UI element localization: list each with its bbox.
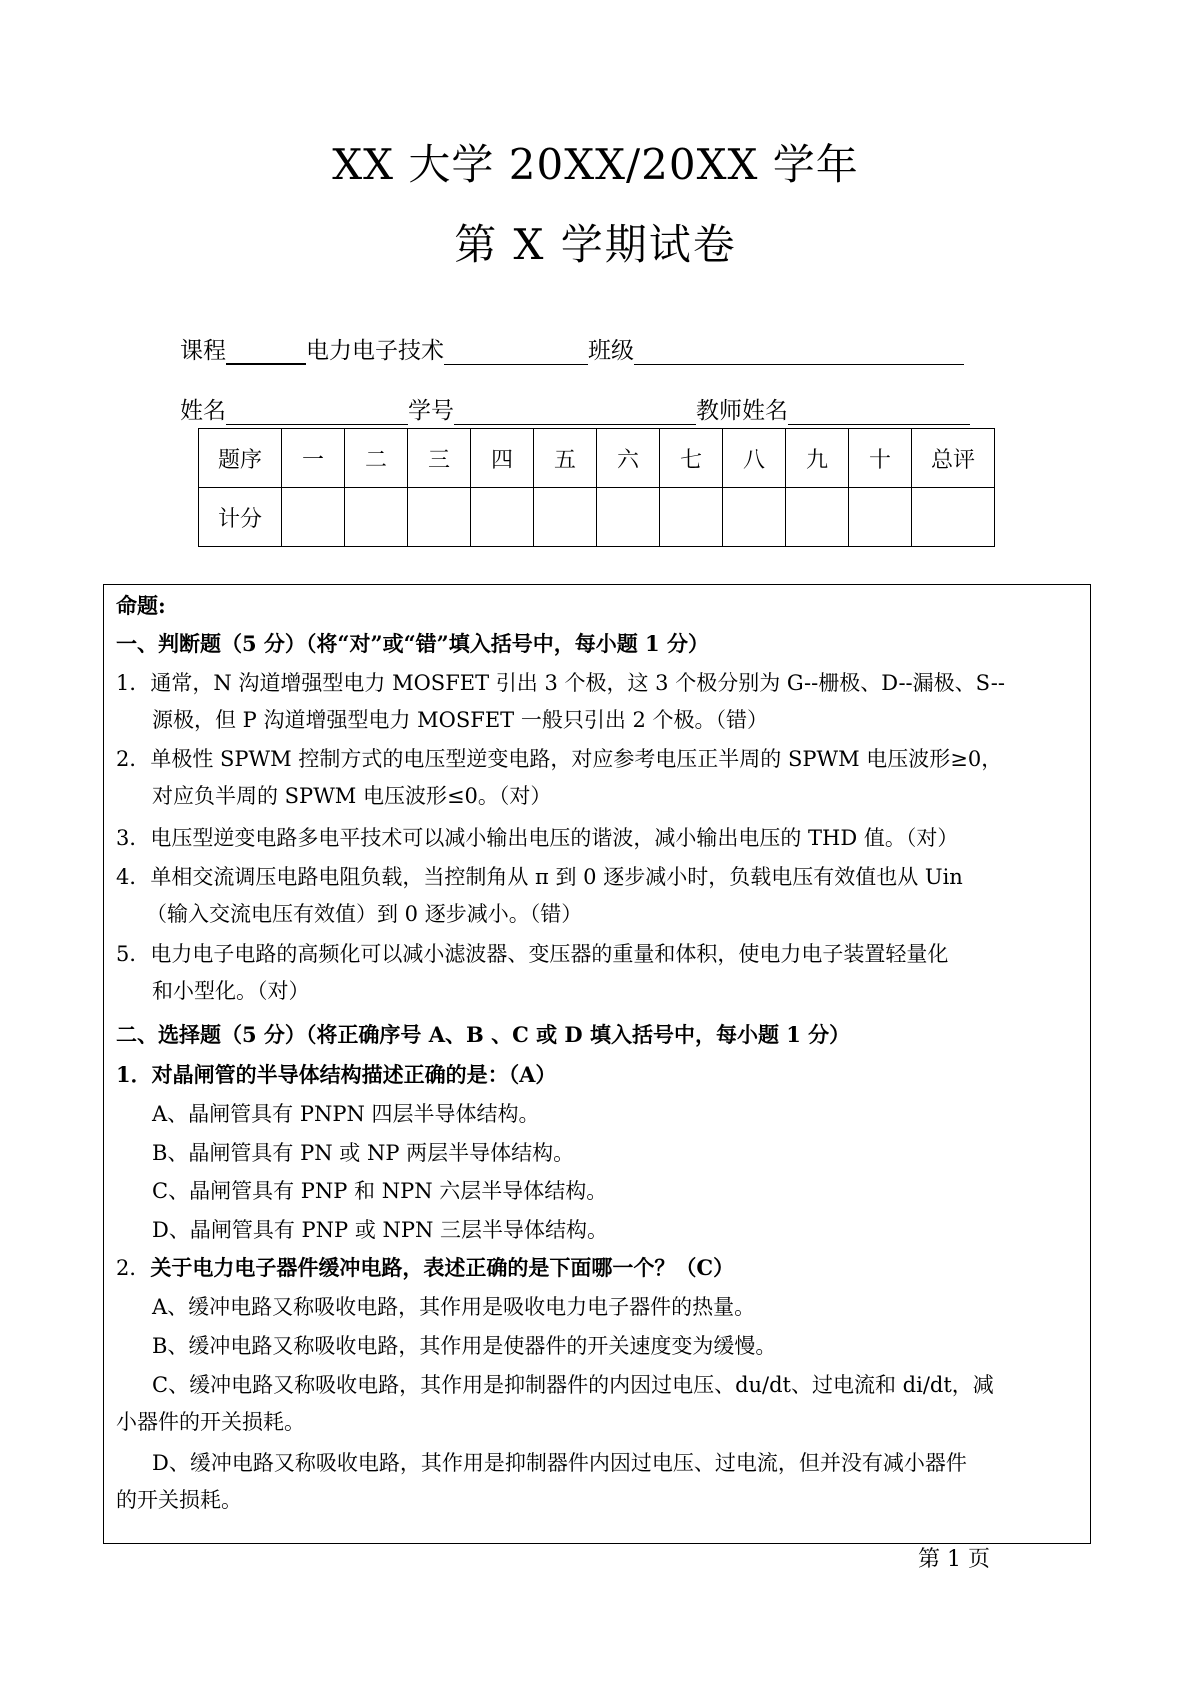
s2-q2-option-d-line2: 的开关损耗。: [116, 1488, 242, 1512]
score-cell[interactable]: [660, 488, 723, 547]
s2-q1-option-b: B、晶闸管具有 PN 或 NP 两层半导体结构。: [152, 1141, 575, 1165]
s1-q2-line1: 2．单极性 SPWM 控制方式的电压型逆变电路，对应参考电压正半周的 SPWM 电压波形≥0，: [116, 747, 1003, 771]
exam-title-line2: 第 X 学期试卷: [454, 220, 737, 269]
score-cell[interactable]: [597, 488, 660, 547]
cell-q1: 一: [282, 429, 345, 488]
teacher-field[interactable]: [788, 398, 970, 425]
teacher-label: 教师姓名: [696, 398, 788, 424]
cell-q9: 九: [786, 429, 849, 488]
class-label: 班级: [588, 338, 634, 364]
s2-q2-text: 关于电力电子器件缓冲电路，表述正确的是下面哪一个？（C）: [150, 1255, 735, 1280]
s2-q2: [116, 1255, 734, 1281]
score-cell[interactable]: [282, 488, 345, 547]
section1-title: 一、判断题（5 分）（将“对”或“错”填入括号中，每小题 1 分）: [116, 631, 709, 656]
course-underline-tail: [444, 338, 588, 365]
cell-q8: 八: [723, 429, 786, 488]
s1-q4-line2: （输入交流电压有效值）到 0 逐步减小。（错）: [146, 902, 583, 926]
score-cell[interactable]: [723, 488, 786, 547]
cell-q6: 六: [597, 429, 660, 488]
s1-q3: 3．电压型逆变电路多电平技术可以减小输出电压的谐波，减小输出电压的 THD 值。（对）: [116, 826, 959, 850]
question-box: [103, 584, 1091, 1544]
s2-q2-number: 2．: [116, 1256, 151, 1280]
score-table: [198, 428, 995, 547]
score-cell[interactable]: [408, 488, 471, 547]
section2-title: 二、选择题（5 分）（将正确序号 A、B 、C 或 D 填入括号中，每小题 1 分）: [116, 1022, 851, 1047]
s2-q1-option-d: D、晶闸管具有 PNP 或 NPN 三层半导体结构。: [152, 1218, 609, 1242]
cell-q3: 三: [408, 429, 471, 488]
s2-q2-option-c-line1: C、缓冲电路又称吸收电路，其作用是抑制器件的内因过电压、du/dt、过电流和 di/dt，减: [152, 1373, 994, 1397]
s2-q1: 1．对晶闸管的半导体结构描述正确的是：（A）: [116, 1062, 557, 1087]
name-field[interactable]: [226, 398, 408, 425]
s2-q2-option-c-line2: 小器件的开关损耗。: [116, 1410, 305, 1434]
cell-q4: 四: [471, 429, 534, 488]
cell-q5: 五: [534, 429, 597, 488]
info-row-name: [180, 392, 970, 425]
s1-q1-line2: 源极，但 P 沟道增强型电力 MOSFET 一般只引出 2 个极。（错）: [152, 708, 769, 732]
s2-q2-option-a: A、缓冲电路又称吸收电路，其作用是吸收电力电子器件的热量。: [152, 1295, 756, 1319]
s1-q4-line1: 4．单相交流调压电路电阻负载，当控制角从 π 到 0 逐步减小时，负载电压有效值也从 Uin: [116, 865, 963, 889]
s2-q1-option-c: C、晶闸管具有 PNP 和 NPN 六层半导体结构。: [152, 1179, 608, 1203]
student-id-label: 学号: [408, 398, 454, 424]
exam-title-line1: XX 大学 20XX/20XX 学年: [332, 140, 859, 189]
cell-total: 总评: [912, 429, 995, 488]
s1-q1-line1: 1．通常，N 沟道增强型电力 MOSFET 引出 3 个极，这 3 个极分别为 G--栅极、D--漏极、S--: [116, 671, 1005, 695]
score-cell[interactable]: [534, 488, 597, 547]
score-cell[interactable]: [471, 488, 534, 547]
score-cell[interactable]: [786, 488, 849, 547]
s2-q2-option-b: B、缓冲电路又称吸收电路，其作用是使器件的开关速度变为缓慢。: [152, 1334, 777, 1358]
cell-q2: 二: [345, 429, 408, 488]
student-id-field[interactable]: [454, 398, 696, 425]
class-field[interactable]: [634, 338, 964, 365]
s2-q2-option-d-line1: D、缓冲电路又称吸收电路，其作用是抑制器件内因过电压、过电流，但并没有减小器件: [152, 1451, 967, 1475]
course-underline: [226, 337, 306, 365]
s2-q1-option-a: A、晶闸管具有 PNPN 四层半导体结构。: [152, 1102, 540, 1126]
score-table-score-row: [199, 488, 995, 547]
cell-score-label: 计分: [199, 488, 282, 547]
info-row-course: [180, 332, 964, 365]
score-cell-total[interactable]: [912, 488, 995, 547]
cell-q7: 七: [660, 429, 723, 488]
name-label: 姓名: [180, 398, 226, 424]
course-label: 课程: [180, 338, 226, 364]
score-cell[interactable]: [849, 488, 912, 547]
cell-q10: 十: [849, 429, 912, 488]
s1-q2-line2: 对应负半周的 SPWM 电压波形≤0。（对）: [152, 784, 552, 808]
score-table-header-row: [199, 429, 995, 488]
s1-q5-line1: 5．电力电子电路的高频化可以减小滤波器、变压器的重量和体积，使电力电子装置轻量化: [116, 942, 949, 966]
question-heading: 命题:: [116, 593, 166, 618]
page-number: 第 1 页: [918, 1547, 990, 1572]
cell-order-label: 题序: [199, 429, 282, 488]
course-value: 电力电子技术: [306, 338, 444, 364]
s1-q5-line2: 和小型化。（对）: [152, 979, 310, 1003]
score-cell[interactable]: [345, 488, 408, 547]
